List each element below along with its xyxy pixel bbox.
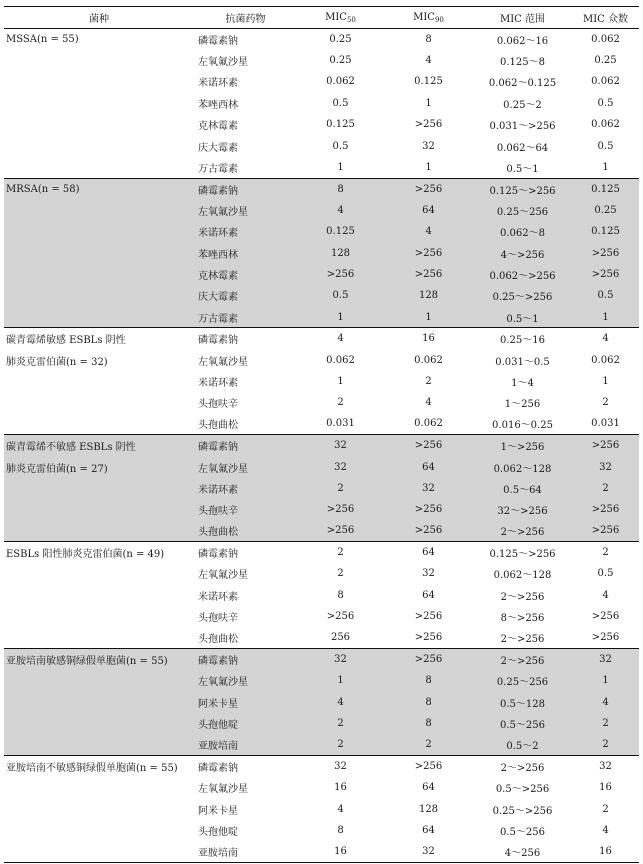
table-row bbox=[4, 799, 639, 820]
mic90-cell: 1 bbox=[384, 307, 473, 328]
mic-mode-cell: 4 bbox=[572, 328, 639, 349]
mic-mode-cell: >256 bbox=[591, 632, 620, 644]
mic50-cell: >256 bbox=[297, 264, 384, 285]
organism-cell bbox=[4, 392, 194, 413]
header-drug: 抗菌药物 bbox=[194, 7, 297, 29]
mic-range-cell: 0.016～0.25 bbox=[492, 420, 553, 432]
mic-range-cell: 0.062～16 bbox=[496, 35, 549, 47]
table-row bbox=[4, 563, 639, 584]
mic50-cell: 256 bbox=[330, 632, 351, 644]
mic-mode-cell: 0.062 bbox=[591, 354, 620, 366]
drug-cell: 米诺环素 bbox=[194, 478, 297, 499]
mic50-cell: 32 bbox=[297, 756, 384, 777]
mic50-cell: 4 bbox=[337, 803, 344, 815]
mic-mode-cell: 0.062 bbox=[591, 119, 620, 131]
drug-cell: 磷霉素钠 bbox=[194, 435, 297, 456]
drug-cell: 亚胺培南 bbox=[194, 734, 297, 755]
mic90-cell: >256 bbox=[384, 435, 473, 456]
mic-mode-cell: 32 bbox=[572, 649, 639, 670]
mic90-cell: 8 bbox=[384, 692, 473, 713]
table-row bbox=[4, 649, 639, 670]
mic-range-cell: 2～>256 bbox=[500, 591, 545, 603]
mic90-cell: 64 bbox=[384, 542, 473, 563]
organism-cell bbox=[4, 93, 194, 114]
table-row bbox=[4, 114, 639, 135]
table-row bbox=[4, 585, 639, 606]
mic50-cell: 1 bbox=[337, 161, 344, 173]
organism-cell: 肺炎克雷伯菌(n = 27) bbox=[4, 456, 194, 477]
header-mode: MIC 众数 bbox=[572, 7, 639, 29]
table-row bbox=[4, 820, 639, 841]
drug-cell: 头孢他啶 bbox=[194, 713, 297, 734]
mic50-cell: 2 bbox=[337, 568, 344, 580]
mic-mode-cell: 2 bbox=[572, 542, 639, 563]
mic-mode-cell: 0.25 bbox=[572, 200, 639, 221]
mic50-cell: 0.031 bbox=[326, 418, 355, 430]
drug-cell: 头孢曲松 bbox=[194, 520, 297, 541]
mic50-cell: 0.125 bbox=[326, 119, 355, 131]
mic-range-cell: 0.031～>256 bbox=[489, 121, 556, 133]
drug-cell: 亚胺培南 bbox=[194, 841, 297, 862]
table-row bbox=[4, 328, 639, 349]
drug-cell: 万古霉素 bbox=[194, 307, 297, 328]
drug-cell: 左氧氟沙星 bbox=[194, 200, 297, 221]
mic-range-cell: 0.25～256 bbox=[473, 670, 572, 691]
mic-range-cell: 1～256 bbox=[504, 399, 541, 411]
mic-mode-cell: 0.5 bbox=[572, 285, 639, 306]
mic-mode-cell: 0.062 bbox=[591, 33, 620, 45]
mic-range-cell: 4～256 bbox=[473, 841, 572, 862]
table-row bbox=[4, 285, 639, 306]
drug-cell: 磷霉素钠 bbox=[198, 35, 238, 47]
table-row bbox=[4, 29, 639, 50]
organism-cell: MSSA(n = 55) bbox=[6, 33, 79, 45]
table-row bbox=[4, 200, 639, 221]
table-row bbox=[4, 670, 639, 691]
mic-range-cell: 0.25～256 bbox=[473, 200, 572, 221]
mic90-cell: >256 bbox=[384, 520, 473, 541]
mic90-cell: 32 bbox=[422, 140, 435, 152]
mic-mode-cell: 2 bbox=[572, 734, 639, 755]
drug-cell: 克林霉素 bbox=[194, 264, 297, 285]
drug-cell: 头孢呋辛 bbox=[198, 399, 238, 411]
mic90-cell: >256 bbox=[384, 264, 473, 285]
mic50-cell: >256 bbox=[297, 520, 384, 541]
header-mic50-label: MIC bbox=[325, 11, 347, 23]
mic50-cell: 4 bbox=[297, 692, 384, 713]
header-mic90-label: MIC bbox=[413, 11, 435, 23]
drug-cell: 苯唑西林 bbox=[194, 242, 297, 263]
drug-cell: 苯唑西林 bbox=[198, 99, 238, 111]
mic50-cell: 1 bbox=[297, 670, 384, 691]
mic90-cell: 4 bbox=[425, 397, 432, 409]
drug-cell: 头孢他啶 bbox=[198, 827, 238, 839]
mic50-cell: 8 bbox=[297, 178, 384, 199]
organism-cell bbox=[4, 820, 194, 841]
mic-mode-cell: >256 bbox=[572, 435, 639, 456]
mic90-cell: >256 bbox=[384, 178, 473, 199]
mic90-cell: >256 bbox=[384, 242, 473, 263]
mic-mode-cell: 0.5 bbox=[597, 140, 614, 152]
mic50-cell: 0.25 bbox=[329, 33, 352, 45]
drug-cell: 左氧氟沙星 bbox=[198, 570, 248, 582]
mic90-cell: 128 bbox=[418, 803, 439, 815]
table-row bbox=[4, 349, 639, 370]
mic90-cell: 32 bbox=[422, 568, 435, 580]
mic50-cell: 1 bbox=[297, 307, 384, 328]
organism-cell: MRSA(n = 58) bbox=[4, 178, 194, 199]
mic50-cell: 0.5 bbox=[297, 285, 384, 306]
mic-mode-cell: 1 bbox=[572, 307, 639, 328]
table-row bbox=[4, 756, 639, 777]
drug-cell: 左氧氟沙星 bbox=[198, 356, 248, 368]
header-mic50 bbox=[297, 7, 384, 29]
table-row bbox=[4, 71, 639, 92]
table-row bbox=[4, 264, 639, 285]
mic90-cell: 0.062 bbox=[414, 354, 443, 366]
mic50-cell: 16 bbox=[334, 782, 347, 794]
mic90-cell: 8 bbox=[384, 670, 473, 691]
table-row bbox=[4, 777, 639, 798]
table-row bbox=[4, 478, 639, 499]
mic-range-cell: 8～>256 bbox=[500, 613, 545, 625]
mic50-cell: 8 bbox=[337, 825, 344, 837]
mic90-cell: 32 bbox=[384, 478, 473, 499]
mic50-cell: 2 bbox=[337, 397, 344, 409]
mic90-cell: 64 bbox=[384, 200, 473, 221]
table-row bbox=[4, 178, 639, 199]
mic-range-cell: 0.5～1 bbox=[473, 307, 572, 328]
table-row bbox=[4, 692, 639, 713]
mic-mode-cell: >256 bbox=[572, 264, 639, 285]
mic90-cell: 64 bbox=[422, 782, 435, 794]
organism-cell bbox=[4, 285, 194, 306]
organism-cell bbox=[4, 264, 194, 285]
mic-mode-cell: 16 bbox=[599, 782, 612, 794]
mic50-cell: 2 bbox=[297, 734, 384, 755]
mic-range-cell: 0.062～>256 bbox=[473, 264, 572, 285]
organism-cell: ESBLs 阳性肺炎克雷伯菌(n = 49) bbox=[4, 542, 194, 563]
organism-cell bbox=[4, 606, 194, 627]
organism-cell: 亚胺培南敏感铜绿假单胞菌(n = 55) bbox=[4, 649, 194, 670]
mic90-cell: 16 bbox=[384, 328, 473, 349]
mic50-cell: 16 bbox=[297, 841, 384, 862]
drug-cell: 左氧氟沙星 bbox=[198, 57, 248, 69]
drug-cell: 头孢曲松 bbox=[198, 420, 238, 432]
mic90-cell: >256 bbox=[414, 119, 443, 131]
mic-range-cell: 0.5～>256 bbox=[495, 784, 550, 796]
mic90-cell: 0.125 bbox=[414, 76, 443, 88]
mic50-cell: 0.062 bbox=[326, 76, 355, 88]
mic-mode-cell: 4 bbox=[572, 692, 639, 713]
mic50-cell: 2 bbox=[297, 542, 384, 563]
drug-cell: 阿米卡星 bbox=[194, 692, 297, 713]
organism-cell bbox=[4, 200, 194, 221]
organism-cell: 肺炎克雷伯菌(n = 32) bbox=[6, 356, 108, 368]
drug-cell: 克林霉素 bbox=[198, 121, 238, 133]
drug-cell: 磷霉素钠 bbox=[194, 756, 297, 777]
mic-mode-cell: 0.125 bbox=[572, 178, 639, 199]
mic90-cell: >256 bbox=[414, 632, 443, 644]
table-row bbox=[4, 456, 639, 477]
table-row bbox=[4, 627, 639, 648]
mic50-cell: 8 bbox=[337, 589, 344, 601]
mic-range-cell: 0.062～128 bbox=[493, 570, 552, 582]
organism-cell: 碳青霉烯不敏感 ESBLs 阴性 bbox=[4, 435, 194, 456]
mic50-cell: 0.25 bbox=[329, 55, 352, 67]
table-row bbox=[4, 435, 639, 456]
drug-cell: 庆大霉素 bbox=[198, 142, 238, 154]
mic-range-cell: 0.031～0.5 bbox=[495, 356, 550, 368]
organism-cell bbox=[4, 670, 194, 691]
mic-range-cell: 32～>256 bbox=[473, 499, 572, 520]
mic90-cell: 32 bbox=[384, 841, 473, 862]
organism-cell: 碳青霉烯敏感 ESBLs 阴性 bbox=[4, 328, 194, 349]
mic-range-cell: 4～>256 bbox=[473, 242, 572, 263]
organism-cell bbox=[4, 563, 194, 584]
mic50-cell: >256 bbox=[297, 499, 384, 520]
mic50-cell: 32 bbox=[297, 435, 384, 456]
mic-mode-cell: 2 bbox=[602, 803, 609, 815]
mic90-cell: 64 bbox=[422, 825, 435, 837]
mic-range-cell: 0.125～8 bbox=[500, 57, 545, 69]
organism-cell: 亚胺培南不敏感铜绿假单胞菌(n = 55) bbox=[4, 756, 194, 777]
drug-cell: 阿米卡星 bbox=[198, 805, 238, 817]
mic50-cell: 0.062 bbox=[326, 354, 355, 366]
organism-cell bbox=[4, 734, 194, 755]
mic-range-cell: 0.5～1 bbox=[506, 163, 539, 175]
mic-mode-cell: 0.031 bbox=[591, 418, 620, 430]
mic50-cell: 32 bbox=[297, 649, 384, 670]
table-row bbox=[4, 542, 639, 563]
drug-cell: 磷霉素钠 bbox=[194, 328, 297, 349]
mic90-cell: 0.062 bbox=[414, 418, 443, 430]
drug-cell: 米诺环素 bbox=[194, 221, 297, 242]
mic-range-cell: 2～>256 bbox=[473, 649, 572, 670]
mic-range-cell: 0.125～>256 bbox=[473, 178, 572, 199]
mic50-cell: >256 bbox=[326, 611, 355, 623]
mic90-cell: >256 bbox=[384, 649, 473, 670]
organism-cell bbox=[4, 242, 194, 263]
organism-cell bbox=[4, 520, 194, 541]
drug-cell: 左氧氟沙星 bbox=[194, 670, 297, 691]
organism-cell bbox=[4, 221, 194, 242]
drug-cell: 磷霉素钠 bbox=[194, 649, 297, 670]
organism-cell bbox=[4, 114, 194, 135]
mic-mode-cell: >256 bbox=[572, 242, 639, 263]
table-row bbox=[4, 713, 639, 734]
organism-cell bbox=[4, 777, 194, 798]
mic-mode-cell: 16 bbox=[572, 841, 639, 862]
table-row bbox=[4, 520, 639, 541]
mic-mode-cell: 0.5 bbox=[597, 568, 614, 580]
organism-cell bbox=[4, 499, 194, 520]
table-row bbox=[4, 50, 639, 71]
drug-cell: 万古霉素 bbox=[198, 163, 238, 175]
drug-cell: 磷霉素钠 bbox=[194, 542, 297, 563]
drug-cell: 左氧氟沙星 bbox=[194, 456, 297, 477]
organism-cell bbox=[4, 841, 194, 862]
organism-cell bbox=[4, 50, 194, 71]
mic90-cell: 2 bbox=[425, 375, 432, 387]
mic-mode-cell: >256 bbox=[591, 611, 620, 623]
organism-cell bbox=[4, 799, 194, 820]
mic-mode-cell: 0.5 bbox=[597, 97, 614, 109]
mic-range-cell: 2～>256 bbox=[473, 520, 572, 541]
drug-cell: 磷霉素钠 bbox=[194, 178, 297, 199]
table-row bbox=[4, 414, 639, 435]
mic50-cell: 1 bbox=[337, 375, 344, 387]
mic-mode-cell: 2 bbox=[572, 713, 639, 734]
organism-cell bbox=[4, 307, 194, 328]
mic90-cell: 64 bbox=[422, 589, 435, 601]
mic50-cell: 32 bbox=[297, 456, 384, 477]
mic-mode-cell: 4 bbox=[602, 589, 609, 601]
mic-range-cell: 0.5～256 bbox=[500, 827, 545, 839]
mic50-cell: 0.5 bbox=[332, 97, 349, 109]
table-row bbox=[4, 392, 639, 413]
table-row bbox=[4, 242, 639, 263]
header-organism: 菌种 bbox=[4, 7, 194, 29]
organism-cell bbox=[4, 414, 194, 435]
mic50-cell: 128 bbox=[297, 242, 384, 263]
mic-mode-cell: 32 bbox=[572, 456, 639, 477]
mic90-cell: 4 bbox=[425, 55, 432, 67]
drug-cell: 米诺环素 bbox=[198, 377, 238, 389]
mic-mode-cell: 0.25 bbox=[594, 55, 617, 67]
organism-cell bbox=[4, 585, 194, 606]
table-row bbox=[4, 499, 639, 520]
mic90-cell: 8 bbox=[425, 33, 432, 45]
mic-range-cell: 0.5～2 bbox=[473, 734, 572, 755]
mic-mode-cell: 4 bbox=[602, 825, 609, 837]
mic-range-cell: 2～>256 bbox=[500, 634, 545, 646]
mic-mode-cell: 1 bbox=[602, 375, 609, 387]
mic50-cell: 4 bbox=[297, 328, 384, 349]
mic90-cell: 64 bbox=[384, 456, 473, 477]
drug-cell: 头孢呋辛 bbox=[198, 613, 238, 625]
mic-range-cell: 1～>256 bbox=[473, 435, 572, 456]
drug-cell: 头孢曲松 bbox=[198, 634, 238, 646]
mic90-cell: 4 bbox=[384, 221, 473, 242]
mic-mode-cell: >256 bbox=[572, 520, 639, 541]
mic-results-table bbox=[4, 6, 639, 863]
header-mic90-sub: 90 bbox=[434, 15, 444, 24]
organism-cell bbox=[4, 71, 194, 92]
mic-range-cell: 0.062～128 bbox=[473, 456, 572, 477]
mic-mode-cell: 0.125 bbox=[572, 221, 639, 242]
mic-range-cell: 0.25～>256 bbox=[492, 805, 553, 817]
table-row bbox=[4, 734, 639, 755]
header-mic90 bbox=[384, 7, 473, 29]
organism-cell bbox=[4, 157, 194, 178]
header-range: MIC 范围 bbox=[473, 7, 572, 29]
mic-range-cell: 0.062～64 bbox=[496, 142, 549, 154]
mic-range-cell: 2～>256 bbox=[473, 756, 572, 777]
table-row bbox=[4, 841, 639, 862]
mic-mode-cell: 1 bbox=[572, 670, 639, 691]
mic-range-cell: 0.25～16 bbox=[473, 328, 572, 349]
mic90-cell: 2 bbox=[384, 734, 473, 755]
table-row bbox=[4, 221, 639, 242]
mic-range-cell: 0.25～>256 bbox=[473, 285, 572, 306]
drug-cell: 头孢呋辛 bbox=[194, 499, 297, 520]
mic50-cell: 2 bbox=[297, 478, 384, 499]
organism-cell bbox=[4, 371, 194, 392]
organism-cell bbox=[4, 713, 194, 734]
table-body bbox=[4, 29, 639, 863]
drug-cell: 左氧氟沙星 bbox=[198, 784, 248, 796]
mic50-cell: 0.5 bbox=[332, 140, 349, 152]
mic50-cell: 2 bbox=[297, 713, 384, 734]
table-row bbox=[4, 606, 639, 627]
drug-cell: 庆大霉素 bbox=[194, 285, 297, 306]
mic90-cell: 8 bbox=[384, 713, 473, 734]
table-row bbox=[4, 157, 639, 178]
mic-range-cell: 0.5～64 bbox=[473, 478, 572, 499]
mic-range-cell: 0.25～2 bbox=[503, 99, 542, 111]
drug-cell: 米诺环素 bbox=[198, 78, 238, 90]
table-row bbox=[4, 307, 639, 328]
header-mic50-sub: 50 bbox=[346, 15, 356, 24]
mic-range-cell: 0.125～>256 bbox=[473, 542, 572, 563]
mic-range-cell: 0.5～128 bbox=[473, 692, 572, 713]
mic90-cell: 128 bbox=[384, 285, 473, 306]
mic-mode-cell: 0.062 bbox=[591, 76, 620, 88]
table-row bbox=[4, 135, 639, 156]
mic50-cell: 4 bbox=[297, 200, 384, 221]
mic50-cell: 0.125 bbox=[297, 221, 384, 242]
table-row bbox=[4, 371, 639, 392]
organism-cell bbox=[4, 627, 194, 648]
mic-range-cell: 0.5～256 bbox=[473, 713, 572, 734]
organism-cell bbox=[4, 692, 194, 713]
mic-range-cell: 1～4 bbox=[511, 377, 534, 389]
mic-mode-cell: 32 bbox=[572, 756, 639, 777]
mic90-cell: 1 bbox=[425, 161, 432, 173]
mic90-cell: >256 bbox=[414, 611, 443, 623]
table-row bbox=[4, 93, 639, 114]
mic-range-cell: 0.062～8 bbox=[473, 221, 572, 242]
mic90-cell: 1 bbox=[425, 97, 432, 109]
mic-mode-cell: 1 bbox=[602, 161, 609, 173]
mic90-cell: >256 bbox=[384, 756, 473, 777]
drug-cell: 米诺环素 bbox=[198, 591, 238, 603]
organism-cell bbox=[4, 135, 194, 156]
mic-range-cell: 0.062～0.125 bbox=[488, 78, 557, 90]
header-row bbox=[4, 7, 639, 29]
mic-mode-cell: >256 bbox=[572, 499, 639, 520]
mic90-cell: >256 bbox=[384, 499, 473, 520]
mic-mode-cell: 2 bbox=[572, 478, 639, 499]
organism-cell bbox=[4, 478, 194, 499]
mic-mode-cell: 2 bbox=[602, 397, 609, 409]
